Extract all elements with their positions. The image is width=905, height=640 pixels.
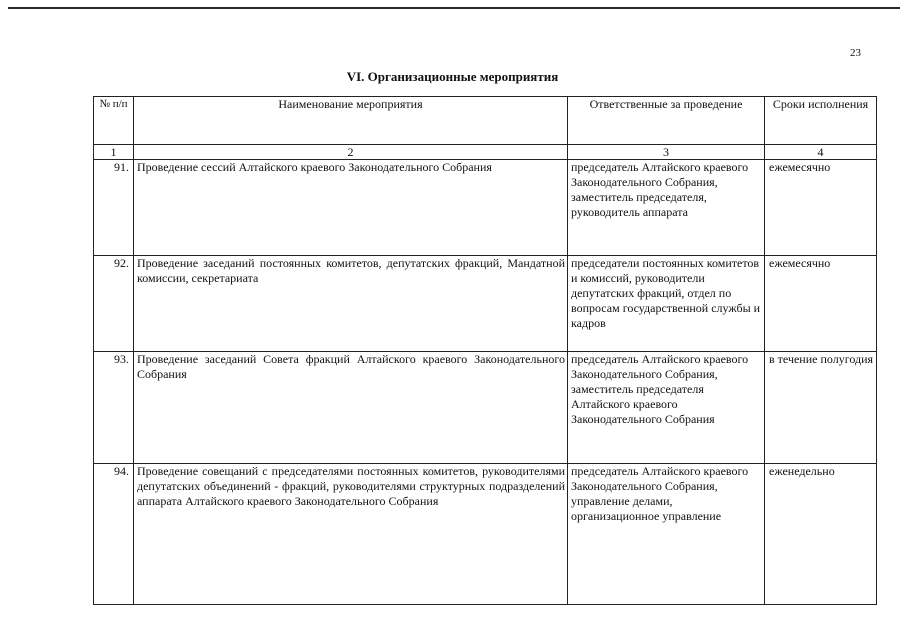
event-name: Проведение сессий Алтайского краевого Законодательного Собрания — [134, 160, 568, 256]
table-row — [94, 464, 877, 605]
header-row — [94, 97, 877, 145]
row-number: 92. — [94, 256, 134, 352]
responsible: председатель Алтайского краевого Законодательного Собрания, управление делами, организационное управление — [568, 464, 765, 605]
responsible: председатели постоянных комитетов и комиссий, руководители депутатских фракций, отдел по вопросам государственной службы и кадров — [568, 256, 765, 352]
deadline: еженедельно — [765, 464, 877, 605]
column-index: 2 — [134, 145, 568, 160]
row-number: 93. — [94, 352, 134, 464]
event-name: Проведение заседаний постоянных комитетов, депутатских фракций, Мандатной комиссии, секретариата — [134, 256, 568, 352]
header-number: № п/п — [94, 97, 134, 145]
page-number: 23 — [850, 47, 861, 59]
header-event-name: Наименование мероприятия — [134, 97, 568, 145]
top-rule — [8, 7, 900, 9]
table-row — [94, 160, 877, 256]
section-title: VI. Организационные мероприятия — [346, 69, 559, 84]
event-name: Проведение совещаний с председателями постоянных комитетов, руководителями депутатских объединений - фракций, руководителями структурных подразделений аппарата Алтайского краевого Законодательного Собрания — [134, 464, 568, 605]
responsible: председатель Алтайского краевого Законодательного Собрания, заместитель председателя Алтайского краевого Законодательного Собрания — [568, 352, 765, 464]
deadline: ежемесячно — [765, 160, 877, 256]
table-row — [94, 352, 877, 464]
deadline: в течение полугодия — [765, 352, 877, 464]
column-index-row — [94, 145, 877, 160]
column-index: 4 — [765, 145, 877, 160]
events-table — [93, 96, 877, 605]
column-index: 3 — [568, 145, 765, 160]
event-name: Проведение заседаний Совета фракций Алтайского краевого Законодательного Собрания — [134, 352, 568, 464]
table-row — [94, 256, 877, 352]
row-number: 94. — [94, 464, 134, 605]
deadline: ежемесячно — [765, 256, 877, 352]
responsible: председатель Алтайского краевого Законодательного Собрания, заместитель председателя, руководитель аппарата — [568, 160, 765, 256]
header-deadline: Сроки исполнения — [765, 97, 877, 145]
header-responsible: Ответственные за проведение — [568, 97, 765, 145]
column-index: 1 — [94, 145, 134, 160]
row-number: 91. — [94, 160, 134, 256]
